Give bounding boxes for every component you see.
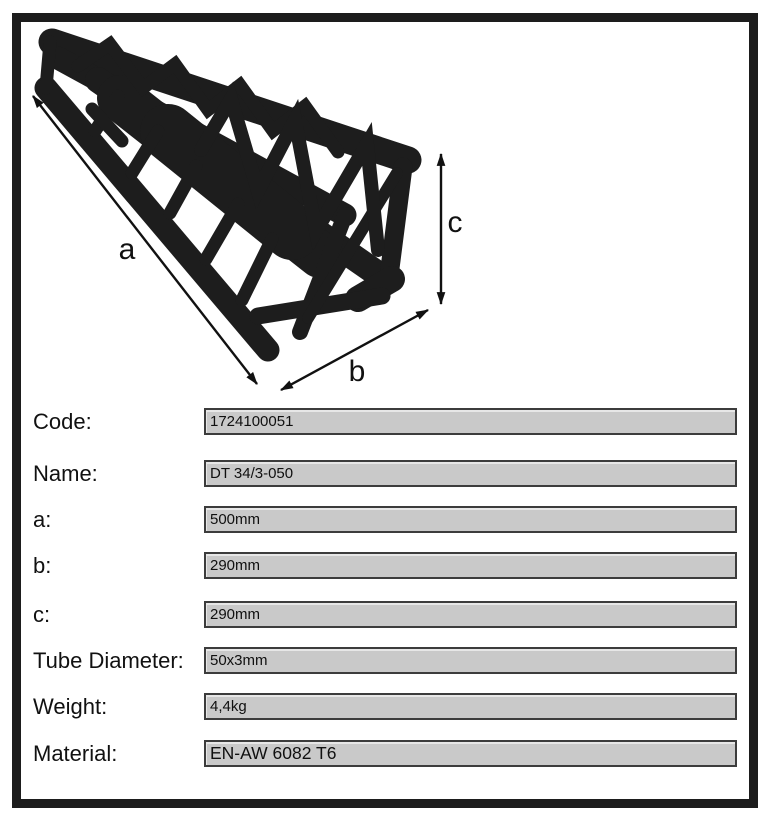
- field-row-tube-diameter: [0, 647, 770, 674]
- field-row-c: [0, 601, 770, 628]
- truss-diagram: [0, 0, 770, 400]
- field-label-a: a:: [33, 507, 52, 532]
- field-value-box-a: [204, 506, 737, 533]
- dim-label-a: a: [118, 233, 136, 266]
- field-row-b: [0, 552, 770, 579]
- field-row-material: [0, 740, 770, 767]
- field-value-name: DT 34/3-050: [210, 465, 294, 482]
- field-label-b: b:: [33, 553, 52, 578]
- field-label-c: c:: [33, 602, 51, 627]
- field-label-tube-diameter: Tube Diameter:: [33, 648, 184, 673]
- dim-label-c: c: [447, 206, 463, 239]
- field-value-code: 1724100051: [210, 413, 294, 430]
- field-row-weight: [0, 693, 770, 720]
- field-label-weight: Weight:: [33, 694, 108, 719]
- dim-label-b: b: [348, 355, 366, 388]
- field-row-code: [0, 408, 770, 435]
- field-value-b: 290mm: [210, 557, 261, 574]
- field-value-tube-diameter: 50x3mm: [210, 652, 268, 669]
- field-value-material: EN-AW 6082 T6: [210, 743, 337, 763]
- field-value-box-c: [204, 601, 737, 628]
- field-label-code: Code:: [33, 409, 92, 434]
- field-value-box-code: [204, 408, 737, 435]
- field-label-name: Name:: [33, 461, 98, 486]
- field-value-c: 290mm: [210, 606, 261, 623]
- field-value-weight: 4,4kg: [210, 698, 247, 715]
- field-value-box-b: [204, 552, 737, 579]
- field-row-name: [0, 460, 770, 487]
- field-value-box-name: [204, 460, 737, 487]
- field-value-box-tube-diameter: [204, 647, 737, 674]
- field-row-a: [0, 506, 770, 533]
- field-value-box-material: [204, 740, 737, 767]
- field-label-material: Material:: [33, 741, 118, 766]
- truss-illustration: [46, 42, 408, 350]
- field-value-a: 500mm: [210, 511, 261, 528]
- field-value-box-weight: [204, 693, 737, 720]
